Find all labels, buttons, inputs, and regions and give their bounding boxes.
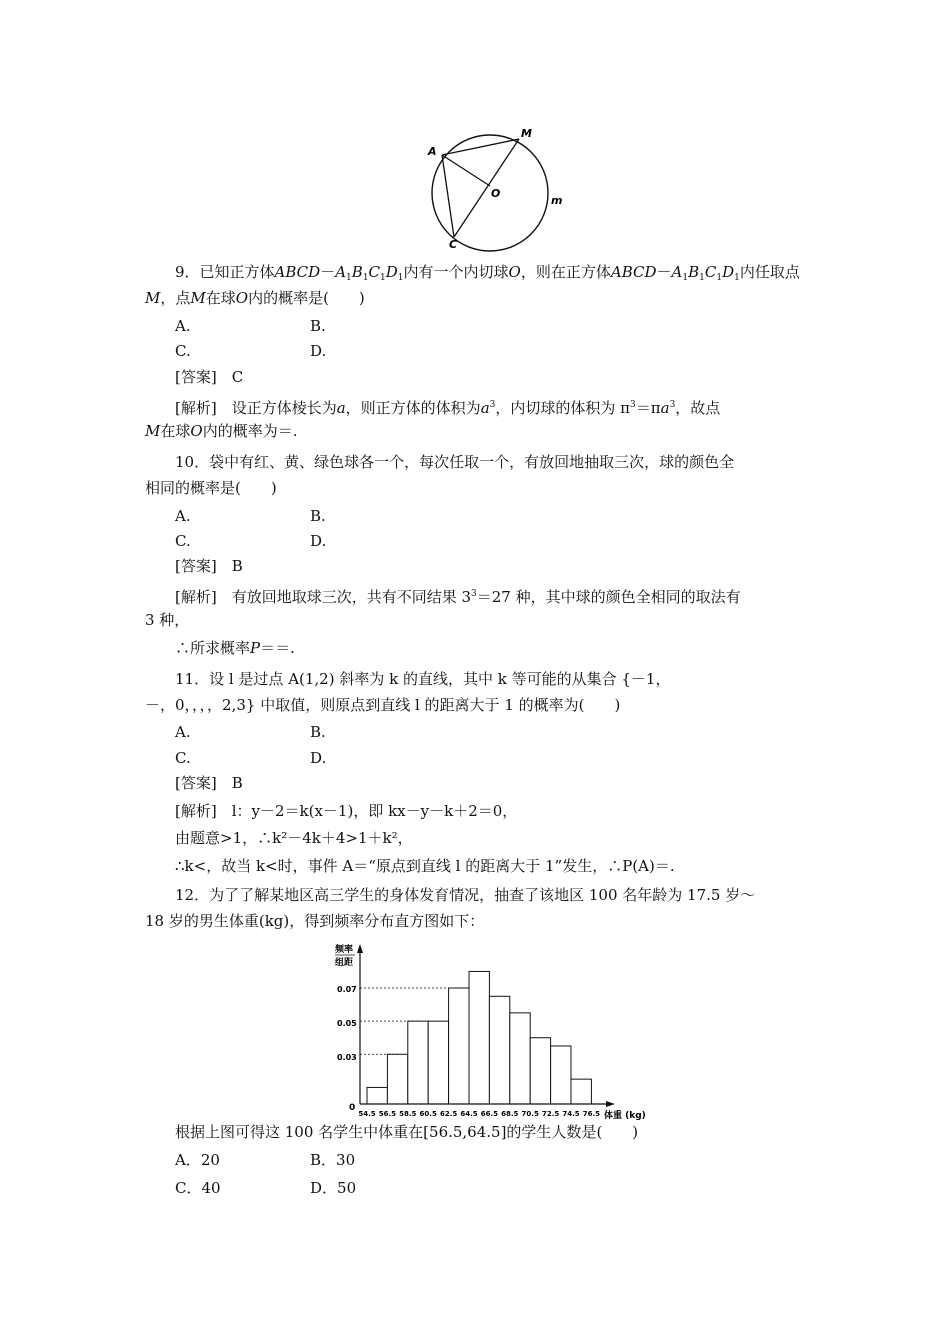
q11-answer: [答案] B [175, 774, 243, 792]
x-tick-label: 66.5 [480, 1110, 499, 1118]
q10-option-A: A. [175, 507, 191, 525]
origin-label: 0 [349, 1103, 356, 1113]
x-axis-arrow [606, 1101, 615, 1107]
q9-option-D: D. [310, 342, 327, 360]
q11-option-C: C. [175, 749, 191, 767]
q10-analysis-line1: [解析] 有放回地取球三次，共有不同结果 $3^3=27$ 种，其中球的颜色全相同的取法有 [175, 588, 741, 606]
x-tick-label: 68.5 [501, 1110, 519, 1118]
q11-analysis-line2: 由题意>1，∴k²－4k＋4>1＋k²， [175, 829, 413, 847]
q12-line1: 12．为了了解某地区高三学生的身体发育情况，抽查了该地区 100 名年龄为 17.5 岁～ [175, 886, 756, 904]
histogram-bar [551, 1046, 571, 1104]
label-m: m [551, 194, 563, 207]
y-label-top: 频率 [335, 945, 354, 955]
q9-answer: [答案] C [175, 368, 244, 386]
q11-option-D: D. [310, 749, 327, 767]
q11-analysis-line1: [解析] l：y－2＝k(x－1)，即 kx－y－k＋2＝0， [175, 802, 518, 820]
q9-line1: 9．已知正方体$ABCD-A_1B_1C_1D_1$内有一个内切球O，则在正方体$ABCD-A_1B_1C_1D_1$内任取点 [175, 263, 800, 283]
label-C: C [449, 238, 458, 251]
segment-MC [454, 139, 519, 237]
q11-line1: 11．设 l 是过点 A(1,2) 斜率为 k 的直线，其中 k 等可能的从集合 {－1， [175, 670, 671, 688]
q11-option-A: A. [175, 723, 191, 741]
q9-analysis-line1: [解析] 设正方体棱长为a，则正方体的体积为$a^3$，内切球的体积为 $\pi^3=\pi a^3$，故点 [175, 399, 721, 417]
y-label-bottom: 组距 [335, 958, 354, 968]
q12-question: 根据上图可得这 100 名学生中体重在[56.5,64.5]的学生人数是( ) [175, 1123, 639, 1141]
histogram-bar [387, 1054, 407, 1104]
q12-option-C: C．40 [175, 1179, 221, 1197]
q12-option-B: B．30 [310, 1151, 356, 1169]
x-tick-label: 62.5 [439, 1110, 458, 1118]
histogram-bar [408, 1021, 428, 1104]
x-tick-label: 76.5 [582, 1110, 601, 1118]
q11-analysis-line3: ∴k<，故当 k<时，事件 A＝“原点到直线 l 的距离大于 1”发生，∴P(A)＝. [175, 857, 675, 875]
histogram-bar [367, 1087, 387, 1104]
histogram-bar [469, 971, 489, 1104]
q9-option-B: B. [310, 317, 326, 335]
histogram-bar [489, 996, 509, 1104]
q9-line2: M，点M在球O内的概率是( ) [145, 289, 365, 307]
x-tick-label: 74.5 [562, 1110, 580, 1118]
x-tick-label: 70.5 [521, 1110, 539, 1118]
x-tick-label: 64.5 [460, 1110, 478, 1118]
x-tick-label: 56.5 [378, 1110, 397, 1118]
y-tick-007: 0.07 [337, 985, 357, 994]
q9-option-A: A. [175, 317, 191, 335]
q10-answer: [答案] B [175, 557, 243, 575]
q11-line2: －，0，，，，2,3} 中取值，则原点到直线 l 的距离大于 1 的概率为( ) [145, 696, 621, 714]
circle-figure [415, 125, 575, 253]
histogram-bar [530, 1038, 550, 1104]
q9-analysis-line2: M在球O内的概率为＝. [145, 422, 298, 440]
q10-option-B: B. [310, 507, 326, 525]
label-O: O [491, 187, 501, 200]
segment-AO [442, 155, 490, 186]
q12-line2: 18 岁的男生体重(kg)，得到频率分布直方图如下： [145, 912, 485, 930]
y-axis-arrow [357, 944, 363, 953]
x-tick-label: 54.5 [358, 1110, 376, 1118]
q10-option-C: C. [175, 532, 191, 550]
histogram-bar [571, 1079, 591, 1104]
circle-m [432, 135, 548, 251]
label-A: A [428, 145, 437, 158]
y-tick-005: 0.05 [337, 1019, 357, 1028]
q10-analysis-line3: ∴所求概率P＝＝. [175, 639, 295, 657]
q10-line2: 相同的概率是( ) [145, 479, 277, 497]
x-axis-label: 体重 (kg) [604, 1111, 646, 1120]
q10-option-D: D. [310, 532, 327, 550]
q11-option-B: B. [310, 723, 326, 741]
label-M: M [521, 127, 532, 140]
y-tick-003: 0.03 [337, 1053, 357, 1062]
x-tick-label: 58.5 [399, 1110, 417, 1118]
q12-option-D: D．50 [310, 1179, 357, 1197]
histogram-bar [428, 1021, 448, 1104]
segment-AC [442, 155, 454, 237]
histogram-bar [510, 1013, 530, 1104]
q10-analysis-line2: 3 种， [145, 611, 190, 629]
histogram-bar [449, 988, 469, 1104]
q9-option-C: C. [175, 342, 191, 360]
q10-line1: 10．袋中有红、黄、绿色球各一个，每次任取一个，有放回地抽取三次，球的颜色全 [175, 453, 735, 471]
histogram-chart [325, 938, 665, 1120]
x-tick-label: 72.5 [541, 1110, 560, 1118]
q12-option-A: A．20 [175, 1151, 220, 1169]
x-tick-label: 60.5 [419, 1110, 437, 1118]
